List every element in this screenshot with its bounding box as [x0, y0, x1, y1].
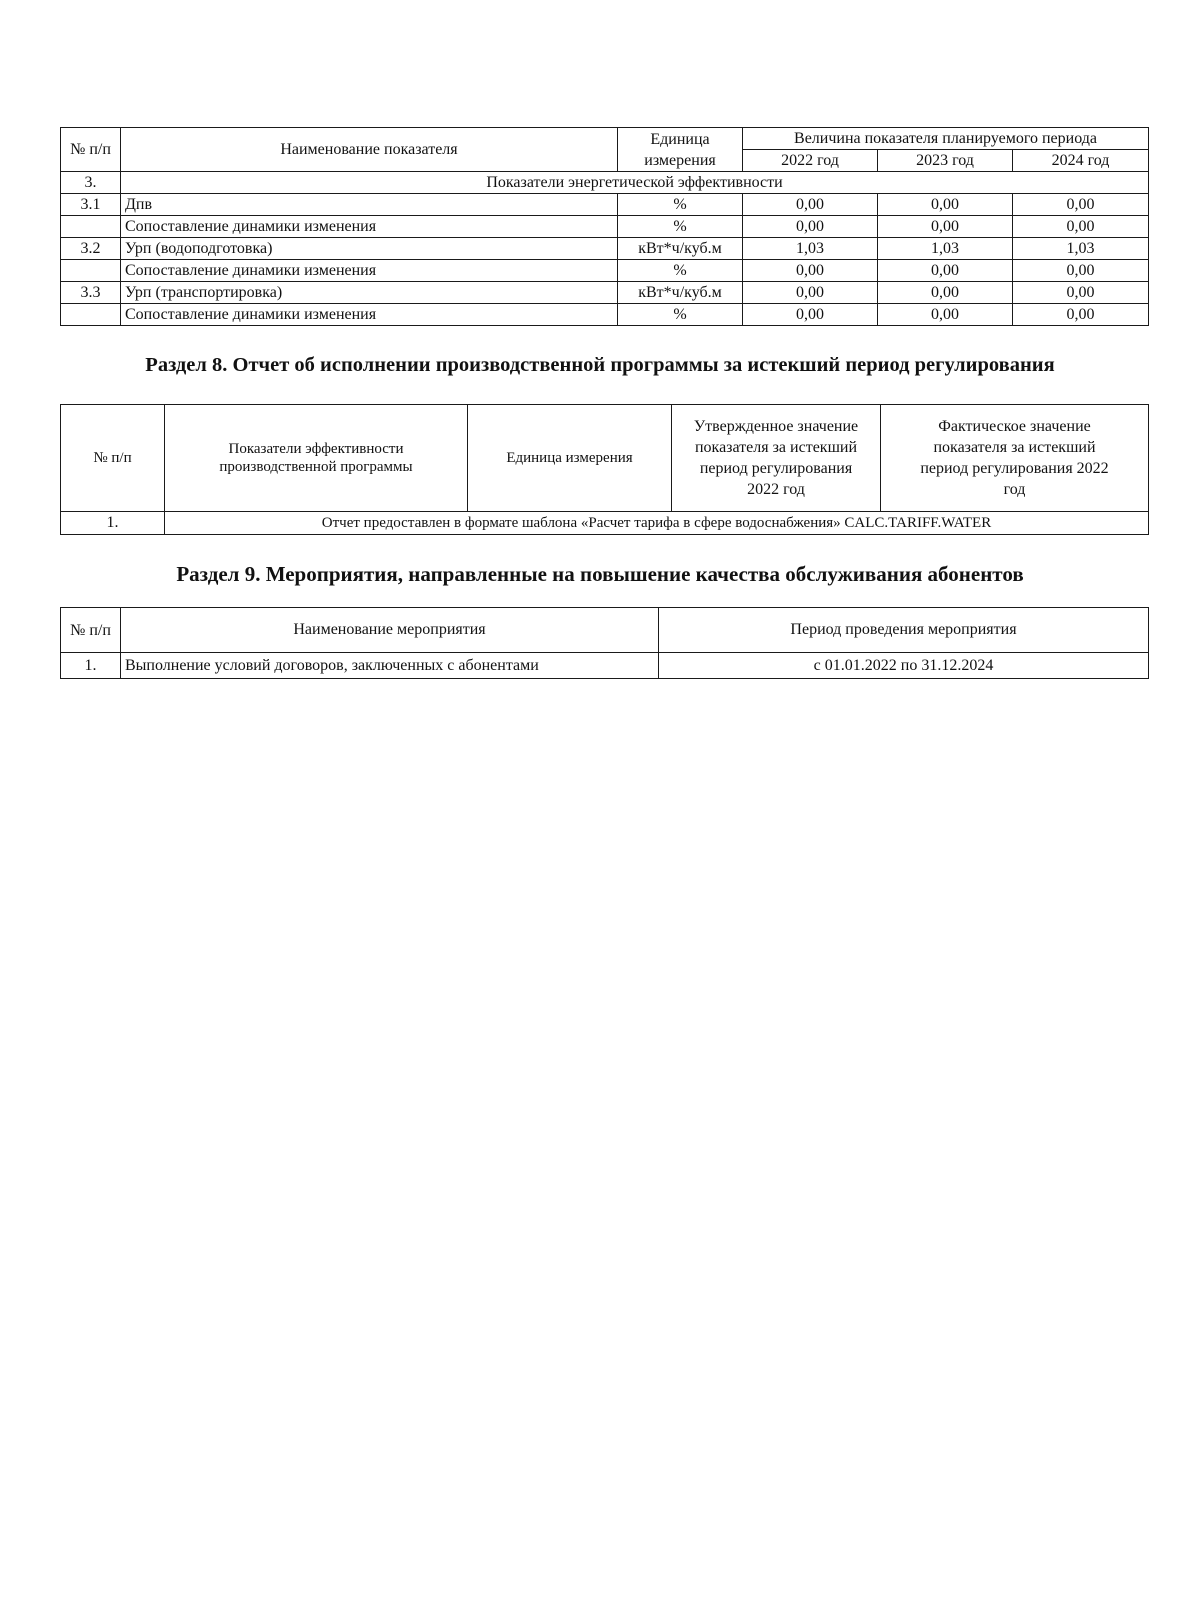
s9-row-num: 1.: [61, 653, 121, 679]
row-value-2024: 0,00: [1013, 304, 1149, 326]
row-value-2024: 0,00: [1013, 282, 1149, 304]
row-value-2023: 0,00: [878, 282, 1013, 304]
s9-header-period: Период проведения мероприятия: [659, 608, 1149, 653]
row-unit: %: [618, 194, 743, 216]
table-row: [61, 260, 1149, 282]
row-unit: %: [618, 304, 743, 326]
row-num: [61, 260, 121, 282]
row-unit: кВт*ч/куб.м: [618, 238, 743, 260]
row-value-2022: 0,00: [743, 194, 878, 216]
header-period: Величина показателя планируемого периода: [743, 128, 1149, 150]
row-name: Сопоставление динамики изменения: [121, 216, 618, 238]
row-value-2022: 0,00: [743, 260, 878, 282]
row-value-2022: 1,03: [743, 238, 878, 260]
header-year-3: 2024 год: [1013, 150, 1149, 172]
row-value-2022: 0,00: [743, 216, 878, 238]
row-num: [61, 216, 121, 238]
row-value-2023: 1,03: [878, 238, 1013, 260]
s8-header-unit: Единица измерения: [468, 405, 672, 512]
s8-header-indicators: Показатели эффективности производственной программы: [165, 405, 468, 512]
row-name: Дпв: [121, 194, 618, 216]
row-name: Сопоставление динамики изменения: [121, 260, 618, 282]
row-value-2022: 0,00: [743, 304, 878, 326]
program-report-table: [60, 404, 1149, 535]
table-row: [61, 238, 1149, 260]
row-value-2024: 0,00: [1013, 194, 1149, 216]
row-value-2023: 0,00: [878, 260, 1013, 282]
s9-row-period: с 01.01.2022 по 31.12.2024: [659, 653, 1149, 679]
table-row: [61, 194, 1149, 216]
section-9-title: Раздел 9. Мероприятия, направленные на повышение качества обслуживания абонентов: [176, 562, 1024, 586]
row-num: 3.1: [61, 194, 121, 216]
s9-row-name: Выполнение условий договоров, заключенных с абонентами: [121, 653, 659, 679]
s8-row-text: Отчет предоставлен в формате шаблона «Расчет тарифа в сфере водоснабжения» CALC.TARIFF.WATER: [165, 512, 1149, 535]
header-unit: Единица измерения: [618, 128, 743, 172]
table-row: [61, 653, 1149, 679]
row-unit: %: [618, 260, 743, 282]
row-num: 3.3: [61, 282, 121, 304]
header-num: № п/п: [61, 128, 121, 172]
table-row: [61, 282, 1149, 304]
section-8-title: Раздел 8. Отчет об исполнении производственной программы за истекший период регулирования: [145, 354, 1055, 376]
table-row: [61, 216, 1149, 238]
row-unit: кВт*ч/куб.м: [618, 282, 743, 304]
table-row: [61, 304, 1149, 326]
header-year-1: 2022 год: [743, 150, 878, 172]
energy-efficiency-table: [60, 127, 1149, 326]
s8-header-approved: Утвержденное значение показателя за истекший период регулирования 2022 год: [672, 405, 881, 512]
row-num: [61, 304, 121, 326]
row-value-2022: 0,00: [743, 282, 878, 304]
header-year-2: 2023 год: [878, 150, 1013, 172]
header-name: Наименование показателя: [121, 128, 618, 172]
section-title: Показатели энергетической эффективности: [121, 172, 1149, 194]
section-num: 3.: [61, 172, 121, 194]
row-unit: %: [618, 216, 743, 238]
row-num: 3.2: [61, 238, 121, 260]
s9-header-num: № п/п: [61, 608, 121, 653]
row-value-2024: 1,03: [1013, 238, 1149, 260]
s8-header-actual: Фактическое значение показателя за истекший период регулирования 2022 год: [881, 405, 1149, 512]
row-value-2023: 0,00: [878, 304, 1013, 326]
row-name: Урп (транспортировка): [121, 282, 618, 304]
s9-header-name: Наименование мероприятия: [121, 608, 659, 653]
service-quality-table: [60, 607, 1149, 679]
s8-header-num: № п/п: [61, 405, 165, 512]
row-value-2023: 0,00: [878, 216, 1013, 238]
row-name: Урп (водоподготовка): [121, 238, 618, 260]
row-value-2023: 0,00: [878, 194, 1013, 216]
table-row: [61, 512, 1149, 535]
row-value-2024: 0,00: [1013, 260, 1149, 282]
row-name: Сопоставление динамики изменения: [121, 304, 618, 326]
row-value-2024: 0,00: [1013, 216, 1149, 238]
s8-row-num: 1.: [61, 512, 165, 535]
